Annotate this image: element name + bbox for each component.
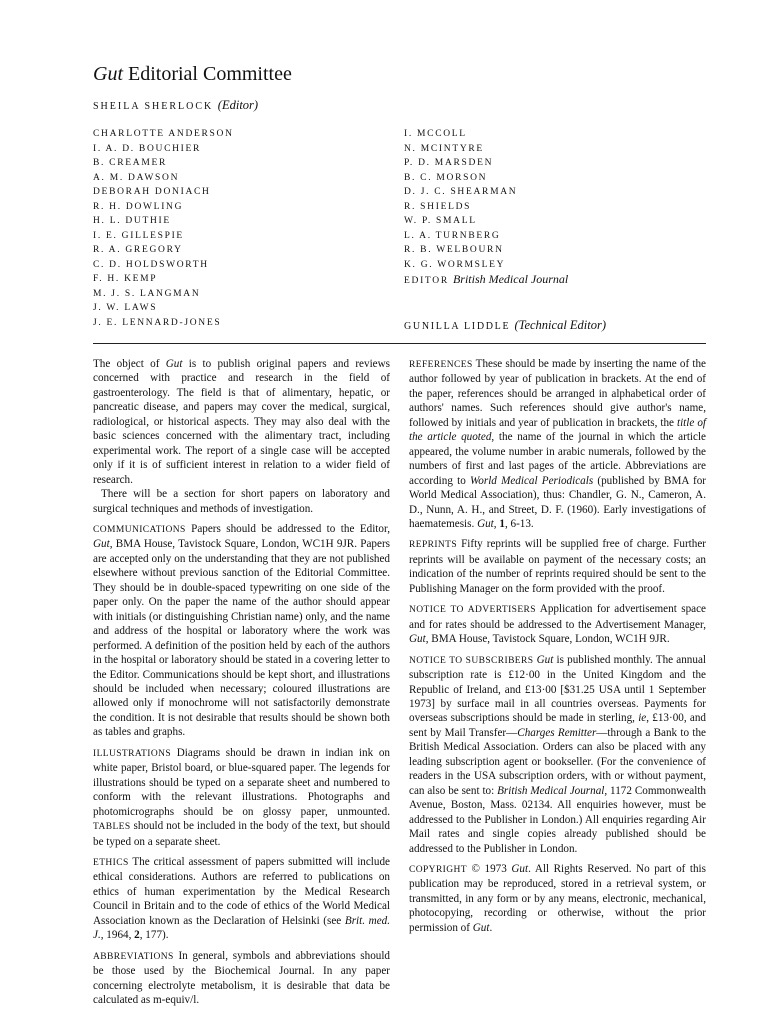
text-run: The object of [93, 358, 166, 370]
text-run: The critical assessment of papers submitted will include ethical considerations. Authors are referred to publications on ethics of human experimentation by the Medical Research Council in Britain and to the code of ethics of the World Medical Association known as the Declaration of Helsinki (see [93, 855, 390, 927]
text-run: ie [638, 712, 647, 725]
committee-member: H. L. DUTHIE [93, 216, 171, 226]
references-section [409, 357, 706, 531]
intro-paragraph-2: There will be a section for short papers on laboratory and surgical techniques and methods of investigation. [93, 488, 390, 515]
text-run: Gut [472, 921, 490, 934]
section-heading: ABBREVIATIONS [93, 951, 174, 962]
text-run: , BMA House, Tavistock Square, London, WC1H 9JR. Papers are accepted only on the understanding that they are not published elsewhere without previous sanction of the Editorial Committee. They should be in double-spaced typewriting on one side of the paper only. On the paper the name of the author should appear with initials (or distinguishing Christian name) only, and the name and address of the hospital or laboratory where the work was performed. A definition of the position held by each of the authors in the hospital or laboratory should be stated in a covering letter to the Editor. Communications should be kept short, and illustrations should be included when necessary; coloured illustrations are allowed only if monochrome will not satisfactorily demonstrate the condition. It is not desirable that results should be shown both as tables and graphs. [93, 538, 390, 739]
notes-left-column [93, 357, 390, 1007]
text-run: , the name of the journal in which the article appeared, the volume number in arabic numerals, followed by the numbers of first and last pages of the article. Abbreviations are according to [409, 431, 706, 487]
bmj-editor-journal: British Medical Journal [452, 272, 569, 286]
committee-member: R. A. GREGORY [93, 245, 183, 255]
text-run: British Medical Journal [497, 784, 605, 797]
text-run: Gut [165, 358, 183, 370]
chief-editor-name: SHEILA SHERLOCK [93, 101, 214, 112]
committee-member: R. SHIELDS [404, 201, 472, 212]
text-run: , £13·00, and sent by Mail Transfer— [409, 712, 706, 739]
committee-member: I. MCCOLL [404, 129, 467, 139]
text-run: (published by BMA for World Medical Association), thus: Chandler, G. N., Cameron, A. D., Nunn, A. H., and Street, D. F. (1960). Early investigations of haematemesis. [409, 474, 706, 530]
committee-member: M. J. S. LANGMAN [93, 288, 201, 299]
committee-member: J. W. LAWS [93, 303, 158, 313]
chief-editor-role: (Editor) [217, 98, 259, 112]
page-title [93, 62, 292, 86]
text-run: 1 [499, 517, 505, 530]
committee-member: K. G. WORMSLEY [404, 259, 506, 270]
committee-list-left [93, 127, 234, 330]
committee-member: C. D. HOLDSWORTH [93, 259, 209, 270]
text-run: Gut [477, 517, 494, 530]
intro-paragraph [93, 357, 390, 487]
ethics-section [93, 855, 390, 943]
section-heading: ILLUSTRATIONS [93, 748, 172, 759]
committee-member: CHARLOTTE ANDERSON [93, 129, 234, 139]
notes-right-column [409, 357, 706, 935]
chief-editor [93, 98, 258, 113]
section-heading: NOTICE TO ADVERTISERS [409, 605, 536, 616]
text-run: Application for advertisement space and for rates should be addressed to the Advertisement Manager, [409, 603, 706, 631]
text-run: Charges Remitter [517, 726, 597, 739]
technical-editor [404, 318, 606, 333]
text-run: Gut [93, 538, 110, 551]
text-run: 2 [134, 929, 140, 942]
section-heading: COMMUNICATIONS [93, 524, 186, 535]
committee-member: R. H. DOWLING [93, 201, 184, 212]
section-heading: REPRINTS [409, 540, 458, 551]
abbreviations-section [93, 949, 390, 1008]
committee-member: F. H. KEMP [93, 274, 158, 284]
text-run: © 1973 [466, 862, 512, 875]
committee-member: N. MCINTYRE [404, 143, 484, 154]
text-run: Papers should be addressed to the Editor, [185, 522, 390, 535]
committee-list-right [404, 127, 568, 289]
copyright-section [409, 862, 706, 935]
text-run: In general, symbols and abbreviations should be those used by the Biochemical Journal. In any paper concerning electrolyte metabolism, it is desirable that data be calculated as m-equiv/l. [93, 949, 390, 1007]
text-run: . [489, 921, 493, 934]
committee-member: P. D. MARSDEN [404, 158, 494, 168]
text-run: Diagrams should be drawn in indian ink on white paper, Bristol board, or blue-squared paper. The legends for illustrations should be typed on a separate sheet and numbered to conform with the relevant illustrations. Photographs and photomicrographs should be on glossy paper, unmounted. [93, 746, 390, 818]
text-run: , 1172 Commonwealth Avenue, Boston, Mass. 02134. All enquiries however, must be addressed to the Publisher in London.) All enquiries regarding Air Mail rates and single copies already published should be addressed to the Publisher in London. [409, 784, 706, 855]
divider [93, 343, 706, 344]
bmj-editor [404, 272, 568, 289]
journal-name: Gut [93, 63, 123, 85]
section-heading: NOTICE TO SUBSCRIBERS [409, 655, 534, 666]
section-heading: COPYRIGHT [409, 864, 467, 875]
text-run: , 177). [139, 929, 169, 942]
text-run: title of the article quoted [409, 416, 706, 444]
section-heading: ETHICS [93, 857, 129, 868]
committee-member: B. CREAMER [93, 158, 168, 168]
committee-member: R. B. WELBOURN [404, 245, 504, 255]
text-run: Gut [511, 862, 529, 875]
text-run: Fifty reprints will be supplied free of charge. Further reprints will be available on payment of the necessary costs; an indication of the number of reprints required should be sent to the Publishing Manager on the form provided with the proof. [409, 538, 706, 595]
text-run: . All Rights Reserved. No part of this publication may be reproduced, stored in a retrieval system, or transmitted, in any form or by any means, electronic, mechanical, photocopying, recording or otherwise, without the prior permission of [409, 862, 706, 934]
text-run: , BMA House, Tavistock Square, London, WC1H 9JR. [425, 633, 670, 646]
committee-member: D. J. C. SHEARMAN [404, 187, 518, 197]
advertisers-section [409, 602, 706, 646]
committee-member: I. E. GILLESPIE [93, 230, 184, 241]
committee-member: L. A. TURNBERG [404, 230, 501, 241]
committee-member: B. C. MORSON [404, 172, 488, 183]
text-run: World Medical Periodicals [470, 474, 594, 487]
illustrations-section [93, 746, 390, 849]
text-run: Brit. med. J. [93, 914, 390, 942]
technical-editor-name: GUNILLA LIDDLE [404, 321, 511, 332]
text-run: , 6-13. [504, 517, 534, 530]
committee-member: DEBORAH DONIACH [93, 187, 211, 197]
text-run: These should be made by inserting the name of the author followed by year of publication in brackets. At the end of the paper, references should be arranged in alphabetical order of authors' names. Such references should give author's name, followed by initials and year of publication in brackets, the [409, 358, 706, 429]
committee-member: J. E. LENNARD-JONES [93, 317, 222, 328]
text-run: , [493, 517, 500, 530]
text-run: Gut [409, 633, 426, 646]
text-run: , 1964, [100, 929, 135, 942]
committee-member: A. M. DAWSON [93, 172, 180, 183]
text-run: Gut [536, 653, 554, 666]
bmj-editor-label: EDITOR [404, 276, 449, 286]
section-heading: TABLES [93, 822, 131, 833]
committee-member: W. P. SMALL [404, 216, 477, 226]
subscribers-section [409, 653, 706, 856]
text-run: should not be included in the body of the text, but should be typed on a separate sheet. [93, 820, 390, 848]
text-run: —through a Bank to the British Medical Association. Orders can also be placed with any leading subscription agent or bookseller. (For the convenience of readers in the USA subscription orders, with or without payment, can also be sent to: [409, 726, 706, 797]
section-heading: REFERENCES [409, 360, 473, 370]
communications-section [93, 522, 390, 740]
text-run: is to publish original papers and reviews concerned with practice and research in the field of gastroenterology. The field is that of alimentary, hepatic, or pancreatic disease, and papers may cover the medical, surgical, radiological, or historical aspects. They may also deal with the basic sciences concerned with the alimentary tract, including experimental work. The report of a single case will be accepted only if it is of sufficient interest in relation to a wider field of research. [93, 358, 390, 486]
text-run: is published monthly. The annual subscription rate is £12·00 in the United Kingdom and the Republic of Ireland, and £13·00 [$31.25 USA until 1 September 1973] by surface mail in all countries overseas. Payments for overseas subscriptions should be made in sterling, [409, 653, 706, 725]
title-text: Editorial Committee [128, 63, 292, 85]
technical-editor-role: (Technical Editor) [514, 318, 607, 332]
reprints-section [409, 537, 706, 596]
committee-member: I. A. D. BOUCHIER [93, 143, 202, 154]
